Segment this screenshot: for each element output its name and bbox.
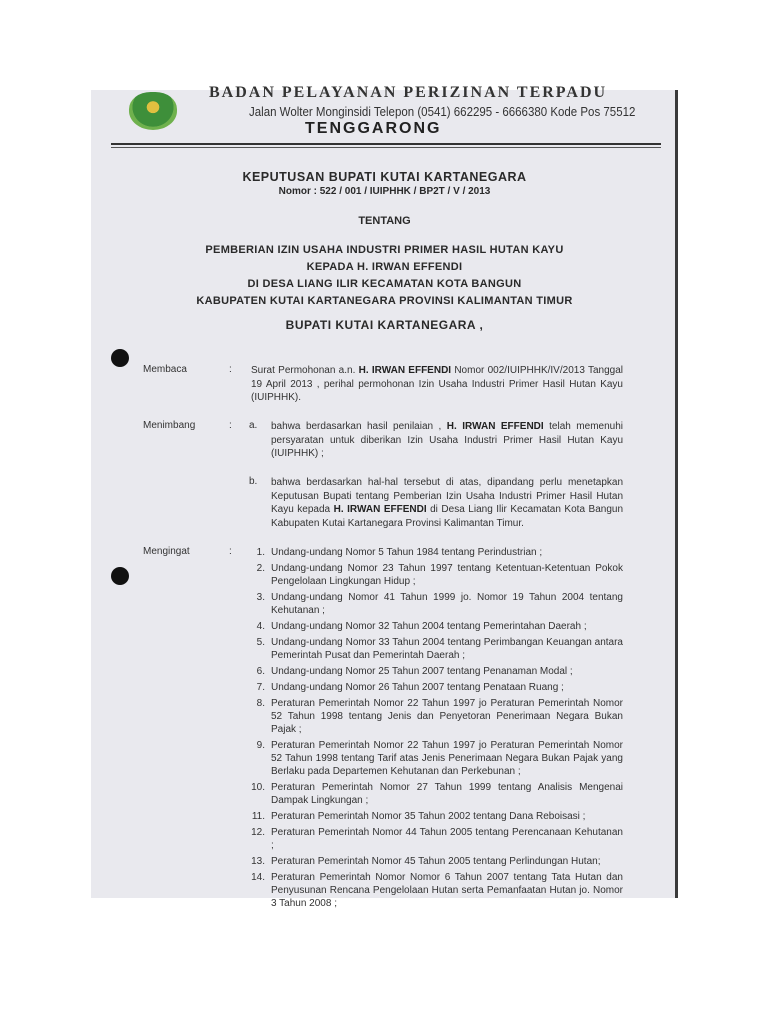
mengingat-item-text: Peraturan Pemerintah Nomor 44 Tahun 2005 tentang Perencanaan Kehutanan ; bbox=[271, 827, 623, 851]
membaca-text-pre: Surat Permohonan a.n. bbox=[251, 365, 359, 376]
membaca-colon: : bbox=[229, 364, 232, 375]
mengingat-item bbox=[241, 620, 623, 633]
decree-subject-line: KABUPATEN KUTAI KARTANEGARA PROVINSI KALIMANTAN TIMUR bbox=[196, 295, 573, 307]
mengingat-item-text: Undang-undang Nomor 23 Tahun 1997 tentang Ketentuan-Ketentuan Pokok Pengelolaan Lingkungan Hidup ; bbox=[271, 563, 623, 587]
mengingat-item-text: Undang-undang Nomor 32 Tahun 2004 tentang Pemerintahan Daerah ; bbox=[271, 621, 587, 632]
decree-about: TENTANG bbox=[358, 215, 411, 227]
mengingat-item-number: 12. bbox=[251, 827, 265, 838]
mengingat-item-text: Peraturan Pemerintah Nomor 27 Tahun 1999 tentang Analisis Mengenai Dampak Lingkungan ; bbox=[271, 782, 623, 806]
menimbang-b-post: di Desa Liang Ilir Kecamatan Kota Bangun Kabupaten Kutai Kartanegara Provinsi Kalimantan Timur. bbox=[271, 504, 624, 529]
mengingat-item bbox=[241, 871, 623, 910]
applicant-name: H. IRWAN EFFENDI bbox=[333, 504, 427, 515]
menimbang-a-post: telah memenuhi persyaratan untuk diberikan Izin Usaha Industri Primer Hasil Hutan Kayu (IUIPHHK) ; bbox=[271, 421, 623, 459]
mengingat-item-number: 3. bbox=[256, 592, 265, 603]
mengingat-item-number: 8. bbox=[256, 698, 265, 709]
menimbang-a-text bbox=[271, 420, 623, 461]
mengingat-item-number: 1. bbox=[256, 547, 265, 558]
mengingat-item-number: 5. bbox=[256, 637, 265, 648]
membaca-text-post: Nomor 002/IUIPHHK/IV/2013 Tanggal 19 April 2013 , perihal permohonan Izin Usaha Industri Primer Hasil Hutan Kayu (IUIPHHK). bbox=[251, 365, 623, 403]
mengingat-item bbox=[241, 855, 623, 868]
mengingat-item-number: 10. bbox=[251, 782, 265, 793]
regency-emblem-logo bbox=[129, 92, 177, 130]
mengingat-list bbox=[241, 546, 623, 913]
decree-subject-line: KEPADA H. IRWAN EFFENDI bbox=[306, 261, 463, 273]
letterhead-rule bbox=[111, 143, 661, 145]
mengingat-item-number: 9. bbox=[256, 740, 265, 751]
mengingat-item-text: Undang-undang Nomor 25 Tahun 2007 tentang Penanaman Modal ; bbox=[271, 666, 573, 677]
mengingat-item bbox=[241, 781, 623, 807]
mengingat-item-text: Peraturan Pemerintah Nomor Nomor 6 Tahun 2007 tentang Tata Hutan dan Penyusunan Rencana Pengelolaan Hutan serta Pemanfaatan Hutan jo. Nomor 3 Tahun 2008 ; bbox=[271, 872, 623, 909]
mengingat-item bbox=[241, 591, 623, 617]
mengingat-item bbox=[241, 546, 623, 559]
mengingat-item bbox=[241, 697, 623, 736]
mengingat-item bbox=[241, 810, 623, 823]
menimbang-label: Menimbang bbox=[143, 420, 196, 431]
mengingat-item-text: Peraturan Pemerintah Nomor 22 Tahun 1997 jo Peraturan Pemerintah Nomor 52 Tahun 1998 tentang Tarif atas Jenis Penerimaan Negara Bukan Pajak yang Berlaku pada Departemen Kehutanan dan Perkebunan ; bbox=[271, 740, 623, 777]
mengingat-item bbox=[241, 681, 623, 694]
mengingat-item-text: Undang-undang Nomor 26 Tahun 2007 tentang Penataan Ruang ; bbox=[271, 682, 564, 693]
document-page bbox=[91, 84, 678, 909]
mengingat-item-number: 11. bbox=[251, 811, 265, 822]
decree-subject-line: DI DESA LIANG ILIR KECAMATAN KOTA BANGUN bbox=[247, 278, 522, 290]
mengingat-item-text: Peraturan Pemerintah Nomor 22 Tahun 1997 jo Peraturan Pemerintah Nomor 52 Tahun 1998 tentang Jenis dan Penyetoran Penerimaan Negara Bukan Pajak ; bbox=[271, 698, 623, 735]
menimbang-b-letter: b. bbox=[249, 476, 258, 487]
agency-address: Jalan Wolter Monginsidi Telepon (0541) 662295 - 6666380 Kode Pos 75512 bbox=[249, 105, 636, 119]
mengingat-item-number: 7. bbox=[256, 682, 265, 693]
mengingat-item-text: Undang-undang Nomor 41 Tahun 1999 jo. Nomor 19 Tahun 2004 tentang Kehutanan ; bbox=[271, 592, 623, 616]
decree-number: Nomor : 522 / 001 / IUIPHHK / BP2T / V / 2013 bbox=[278, 186, 491, 197]
mengingat-item bbox=[241, 636, 623, 662]
menimbang-a-letter: a. bbox=[249, 420, 258, 431]
mengingat-item-text: Undang-undang Nomor 33 Tahun 2004 tentang Perimbangan Keuangan antara Pemerintah Pusat dan Pemerintah Daerah ; bbox=[271, 637, 623, 661]
binder-hole bbox=[111, 567, 129, 585]
binder-hole bbox=[111, 349, 129, 367]
mengingat-item bbox=[241, 826, 623, 852]
mengingat-item-number: 4. bbox=[256, 621, 265, 632]
mengingat-label: Mengingat bbox=[143, 546, 190, 557]
applicant-name: H. IRWAN EFFENDI bbox=[358, 365, 452, 376]
letterhead-rule-thin bbox=[111, 147, 661, 148]
mengingat-item-number: 13. bbox=[251, 856, 265, 867]
membaca-text bbox=[251, 364, 623, 405]
agency-city: TENGGARONG bbox=[305, 120, 442, 137]
decree-subject bbox=[91, 242, 678, 310]
decree-subject-line: PEMBERIAN IZIN USAHA INDUSTRI PRIMER HASIL HUTAN KAYU bbox=[205, 244, 564, 256]
menimbang-b-pre: bahwa berdasarkan hal-hal tersebut di atas, dipandang perlu menetapkan Keputusan Bupati tentang Pemberian Izin Usaha Industri Primer Hasil Hutan Kayu kepada bbox=[271, 477, 623, 515]
menimbang-colon: : bbox=[229, 420, 232, 431]
decree-title: KEPUTUSAN BUPATI KUTAI KARTANEGARA bbox=[242, 170, 527, 184]
agency-name: BADAN PELAYANAN PERIZINAN TERPADU bbox=[209, 84, 608, 101]
mengingat-item-number: 2. bbox=[256, 563, 265, 574]
menimbang-a-pre: bahwa berdasarkan hasil penilaian , bbox=[271, 421, 447, 432]
mengingat-item bbox=[241, 665, 623, 678]
mengingat-colon: : bbox=[229, 546, 232, 557]
applicant-name: H. IRWAN EFFENDI bbox=[446, 421, 544, 432]
mengingat-item-text: Undang-undang Nomor 5 Tahun 1984 tentang Perindustrian ; bbox=[271, 547, 543, 558]
mengingat-item-text: Peraturan Pemerintah Nomor 35 Tahun 2002 tentang Dana Reboisasi ; bbox=[271, 811, 586, 822]
mengingat-item bbox=[241, 739, 623, 778]
mengingat-item-text: Peraturan Pemerintah Nomor 45 Tahun 2005 tentang Perlindungan Hutan; bbox=[271, 856, 601, 867]
mengingat-item-number: 6. bbox=[256, 666, 265, 677]
mengingat-item bbox=[241, 562, 623, 588]
membaca-label: Membaca bbox=[143, 364, 187, 375]
decree-authority: BUPATI KUTAI KARTANEGARA , bbox=[285, 318, 484, 332]
menimbang-b-text bbox=[271, 476, 623, 530]
mengingat-item-number: 14. bbox=[251, 872, 265, 883]
